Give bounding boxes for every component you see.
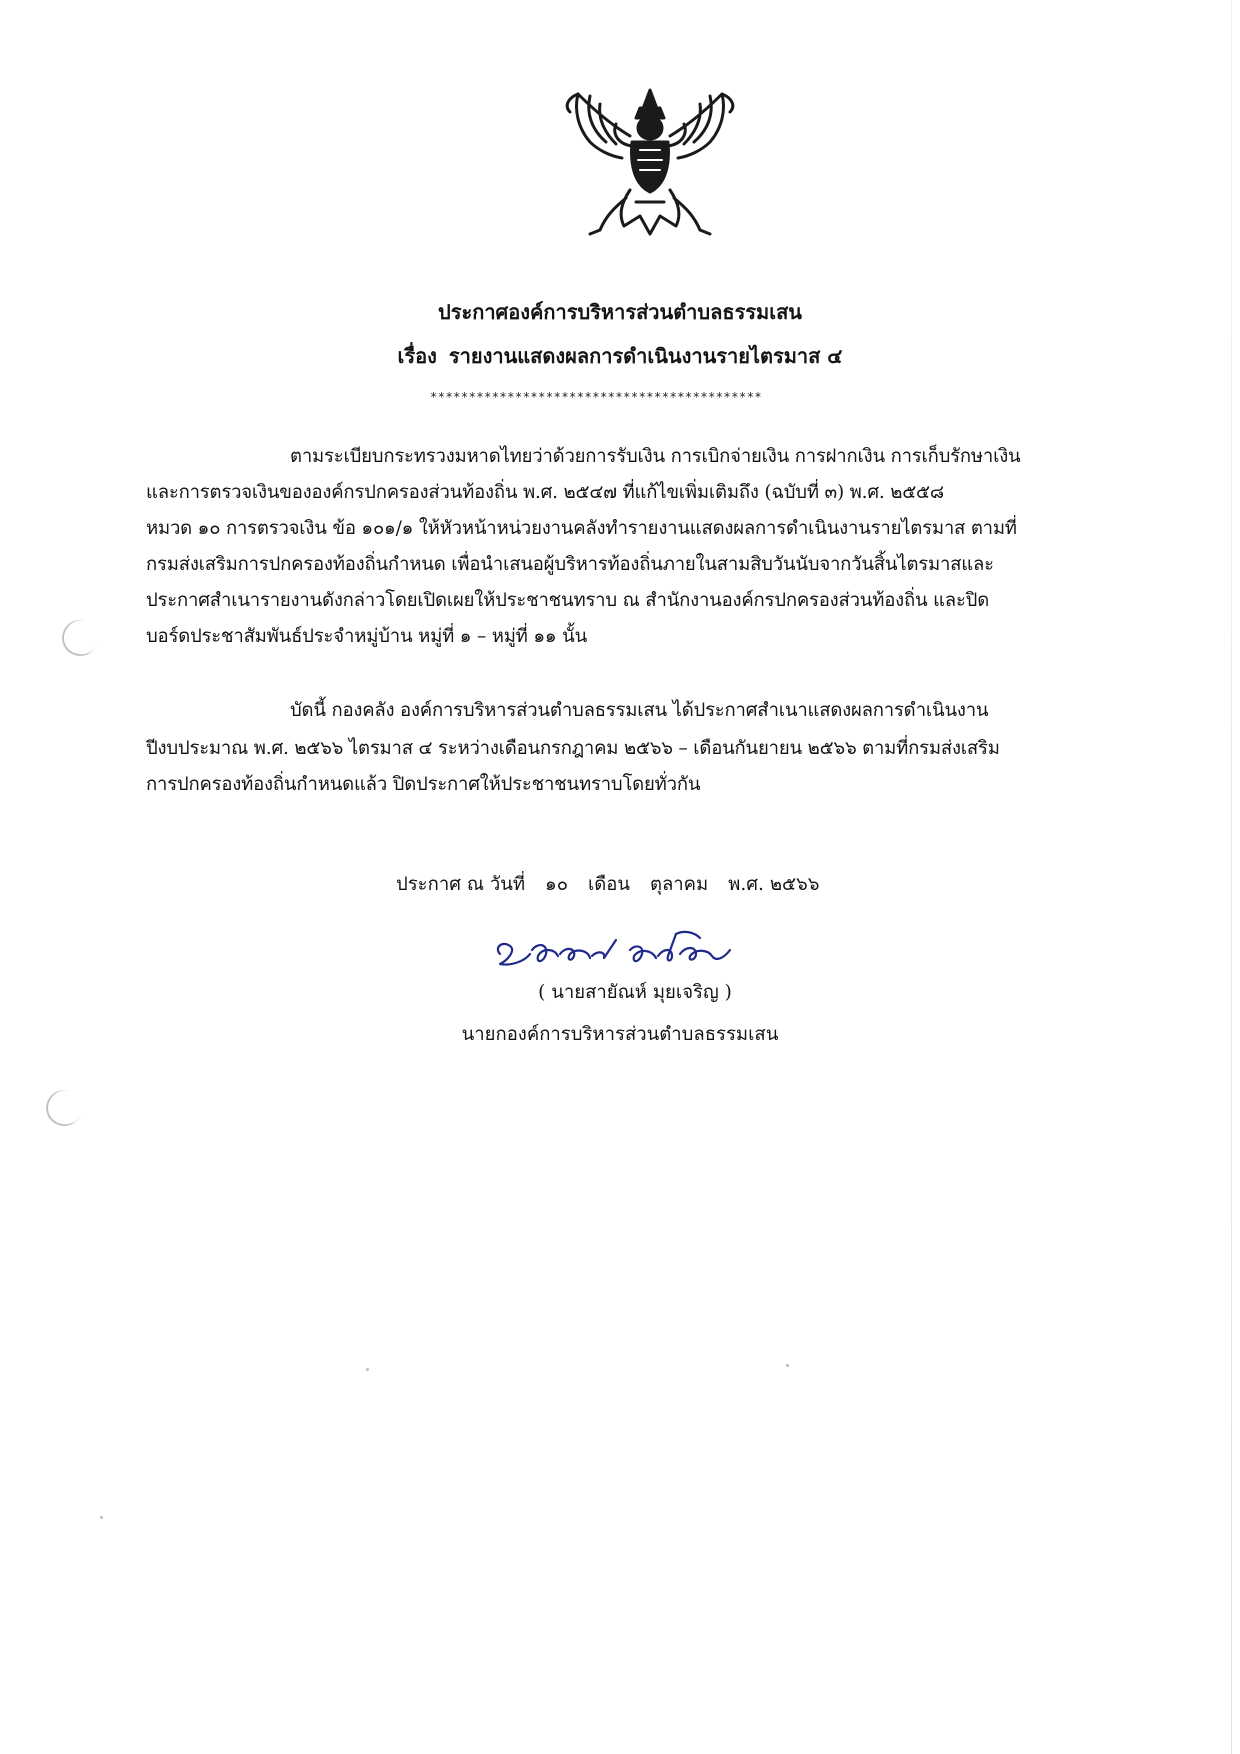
paragraph-2-line: การปกครองท้องถิ่นกำหนดแล้ว ปิดประกาศให้ประชาชนทราบโดยทั่วกัน xyxy=(146,774,701,795)
signer-position: นายกองค์การบริหารส่วนตำบลธรรมเสน xyxy=(461,1024,779,1045)
scan-speck xyxy=(786,1364,789,1367)
punch-hole-mark xyxy=(57,615,103,661)
announcement-date xyxy=(396,870,834,899)
date-month: ตุลาคม xyxy=(649,874,709,895)
scan-edge xyxy=(1231,0,1232,1754)
date-prefix: ประกาศ ณ วันที่ xyxy=(396,874,526,895)
date-year: ๒๕๖๖ xyxy=(769,874,820,895)
asterisk-divider: ******************************************* xyxy=(430,390,763,404)
date-month-label: เดือน xyxy=(587,874,631,895)
paragraph-1-line: ประกาศสำเนารายงานดังกล่าวโดยเปิดเผยให้ประชาชนทราบ ณ สำนักงานองค์กรปกครองส่วนท้องถิ่น และปิด xyxy=(146,590,990,611)
scan-speck xyxy=(100,1516,103,1519)
paragraph-1-line: บอร์ดประชาสัมพันธ์ประจำหมู่บ้าน หมู่ที่ ๑ – หมู่ที่ ๑๑ นั้น xyxy=(146,626,588,647)
paragraph-2-line: ปีงบประมาณ พ.ศ. ๒๕๖๖ ไตรมาส ๔ ระหว่างเดือนกรกฎาคม ๒๕๖๖ – เดือนกันยายน ๒๕๖๖ ตามที่กรมส่งเสริม xyxy=(146,738,1000,759)
paragraph-1-line: ตามระเบียบกระทรวงมหาดไทยว่าด้วยการรับเงิน การเบิกจ่ายเงิน การฝากเงิน การเก็บรักษาเงิน xyxy=(290,446,1021,467)
scan-speck xyxy=(366,1368,369,1371)
handwritten-signature xyxy=(480,920,800,986)
subject-text: รายงานแสดงผลการดำเนินงานรายไตรมาส ๔ xyxy=(448,344,843,368)
date-day: ๑๐ xyxy=(545,874,569,895)
paragraph-2-line: บัดนี้ กองคลัง องค์การบริหารส่วนตำบลธรรมเสน ได้ประกาศสำเนาแสดงผลการดำเนินงาน xyxy=(290,700,989,721)
signer-name: ( นายสายัณห์ มุยเจริญ ) xyxy=(538,982,732,1003)
subject-label: เรื่อง xyxy=(397,344,437,368)
paragraph-1-line: หมวด ๑๐ การตรวจเงิน ข้อ ๑๐๑/๑ ให้หัวหน้าหน่วยงานคลังทำรายงานแสดงผลการดำเนินงานรายไตรมาส ตามที่ xyxy=(146,518,1017,539)
garuda-emblem-icon xyxy=(560,84,740,244)
document-title: ประกาศองค์การบริหารส่วนตำบลธรรมเสน xyxy=(438,300,802,324)
paragraph-1-line: กรมส่งเสริมการปกครองท้องถิ่นกำหนด เพื่อนำเสนอผู้บริหารท้องถิ่นภายในสามสิบวันนับจากวันสิ้นไตรมาสและ xyxy=(146,554,994,575)
paragraph-1-line: และการตรวจเงินขององค์กรปกครองส่วนท้องถิ่น พ.ศ. ๒๕๔๗ ที่แก้ไขเพิ่มเติมถึง (ฉบับที่ ๓) พ.ศ. ๒๕๕๘ xyxy=(146,482,944,503)
punch-hole-mark xyxy=(41,1085,87,1131)
document-subject xyxy=(0,340,1240,372)
date-year-label: พ.ศ. xyxy=(728,874,764,895)
